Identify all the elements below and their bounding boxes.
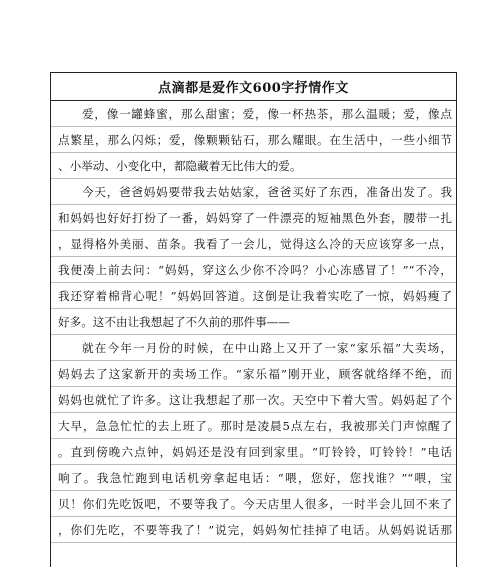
essay-line: 我便凑上前去问：“妈妈，穿这么少你不冷吗？小心冻感冒了！”“不冷， [51, 257, 456, 283]
essay-line: 妈妈也就忙了许多。这让我想起了那一次。天空中下着大雪。妈妈起了个 [51, 387, 456, 413]
essay-line: ，显得格外美丽、苗条。我看了一会儿，觉得这么冷的天应该穿多一点， [51, 231, 456, 257]
essay-line: 妈妈去了这家新开的卖场工作。“家乐福”刚开业，顾客就络绎不绝，而 [51, 361, 456, 387]
essay-line: 。直到傍晚六点钟，妈妈还是没有回到家里。“叮铃铃，叮铃铃！”电话 [51, 439, 456, 465]
essay-line: 和妈妈也好好打扮了一番，妈妈穿了一件漂亮的短袖黑色外套，腰带一扎 [51, 205, 456, 231]
essay-line: 大早，急急忙忙的去上班了。那时是凌晨5点左右，我被那关门声惊醒了 [51, 413, 456, 439]
essay-line: 好多。这不由让我想起了不久前的那件事—— [51, 309, 456, 335]
essay-line: 我还穿着棉背心呢！”妈妈回答道。这倒是让我着实吃了一惊，妈妈瘦了 [51, 283, 456, 309]
essay-title: 点滴都是爱作文600字抒情作文 [51, 73, 456, 101]
essay-body [51, 101, 456, 543]
essay-line: 爱，像一罐蜂蜜，那么甜蜜；爱，像一杯热茶，那么温暖；爱，像点 [51, 101, 456, 127]
essay-line: 就在今年一月份的时候，在中山路上又开了一家“家乐福”大卖场， [51, 335, 456, 361]
essay-sheet [50, 72, 457, 567]
essay-line: 、小举动、小变化中，都隐藏着无比伟大的爱。 [51, 153, 456, 179]
essay-line: 今天，爸爸妈妈要带我去姑姑家，爸爸买好了东西，准备出发了。我 [51, 179, 456, 205]
essay-line: 响了。我急忙跑到电话机旁拿起电话：“喂，您好，您找谁？”“喂，宝 [51, 465, 456, 491]
essay-line: 贝！你们先吃饭吧，不要等我了。今天店里人很多，一时半会儿回不来了 [51, 491, 456, 517]
essay-line: 点繁星，那么闪烁；爱，像颗颗钻石，那么耀眼。在生活中，一些小细节 [51, 127, 456, 153]
essay-line: ，你们先吃，不要等我了！”说完，妈妈匆忙挂掉了电话。从妈妈说话那 [51, 517, 456, 543]
